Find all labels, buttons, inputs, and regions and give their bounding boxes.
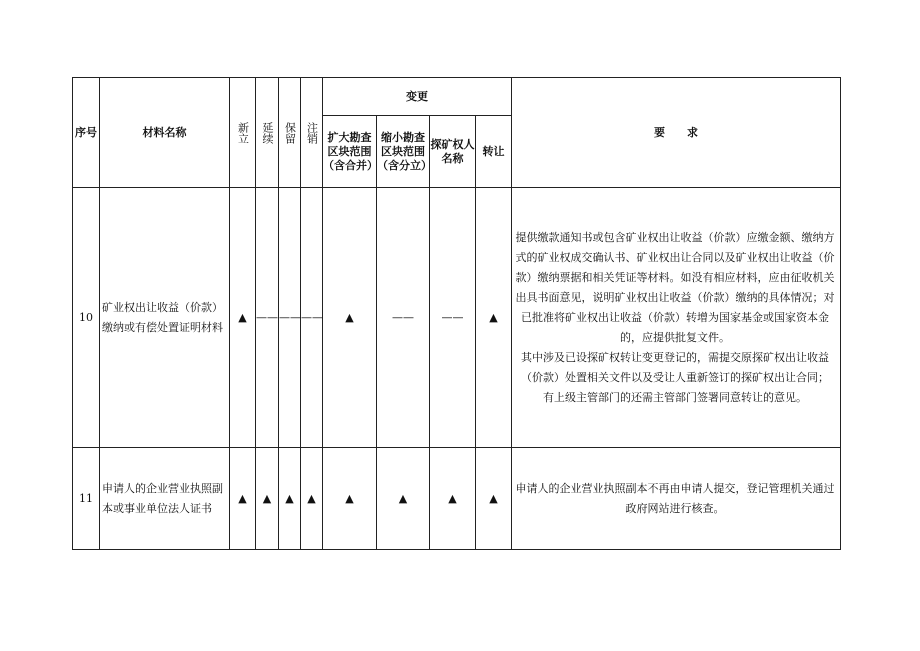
header-change-group: 变更: [323, 78, 512, 116]
header-cancel: 注销: [305, 121, 319, 144]
mark-retain: ——: [279, 188, 301, 448]
row-material-name-cell: [100, 188, 230, 448]
mark-cancel: ——: [301, 188, 323, 448]
mark-transfer: ▲: [476, 188, 512, 448]
table-row: [73, 448, 841, 550]
mark-shrink-area: ——: [377, 188, 430, 448]
header-new-establish: 新立: [236, 121, 250, 144]
header-extend: 延续: [261, 121, 274, 144]
mark-expand-area: ▲: [323, 448, 377, 550]
header-seq: 序号: [73, 78, 100, 188]
requirement-cell: [512, 188, 841, 448]
requirement-paragraph: 有上级主管部门的还需主管部门签署同意转让的意见。: [543, 390, 807, 404]
row-material-name-cell: [100, 448, 230, 550]
header-retain: 保留: [283, 121, 297, 144]
header-explorer-name: 探矿权人名称: [430, 116, 476, 188]
row-material-name: 矿业权出让收益（价款）缴纳或有偿处置证明材料: [102, 300, 223, 334]
header-cancel-cell: [301, 78, 323, 188]
header-row-1: [73, 78, 841, 116]
requirement-paragraph: 其中涉及已设探矿权转让变更登记的，需提交原探矿权出让收益（价款）处置相关文件以及受让人重新签订的探矿权出让合同；: [521, 350, 829, 384]
header-material-name: 材料名称: [100, 78, 230, 188]
mark-transfer: ▲: [476, 448, 512, 550]
mark-cancel: ▲: [301, 448, 323, 550]
mark-retain: ▲: [279, 448, 301, 550]
header-expand-area: 扩大勘查区块范围（含合并）: [323, 116, 377, 188]
requirement-paragraph: 申请人的企业营业执照副本不再由申请人提交，登记管理机关通过政府网站进行核查。: [515, 481, 835, 515]
header-transfer: 转让: [476, 116, 512, 188]
materials-table: [72, 77, 841, 550]
mark-new-establish: ▲: [230, 448, 256, 550]
mark-explorer-name: ▲: [430, 448, 476, 550]
header-retain-cell: [279, 78, 301, 188]
row-seq: 10: [73, 188, 100, 448]
mark-new-establish: ▲: [230, 188, 256, 448]
requirement-cell: [512, 448, 841, 550]
mark-explorer-name: ——: [430, 188, 476, 448]
header-requirements: 要 求: [512, 78, 841, 188]
row-seq: 11: [73, 448, 100, 550]
table-row: [73, 188, 841, 448]
mark-expand-area: ▲: [323, 188, 377, 448]
header-shrink-area: 缩小勘查区块范围（含分立）: [377, 116, 430, 188]
header-extend-cell: [256, 78, 279, 188]
header-new-establish-cell: [230, 78, 256, 188]
mark-shrink-area: ▲: [377, 448, 430, 550]
mark-extend: ——: [256, 188, 279, 448]
mark-extend: ▲: [256, 448, 279, 550]
requirement-paragraph: 提供缴款通知书或包含矿业权出让收益（价款）应缴金额、缴纳方式的矿业权成交确认书、矿业权出让合同以及矿业权出让收益（价款）缴纳票据和相关凭证等材料。如没有相应材料，应由征收机关出具书面意见，说明矿业权出让收益（价款）缴纳的具体情况；对已批准将矿业权出让收益（价款）转增为国家基金或国家资本金的，应提供批复文件。: [515, 230, 835, 344]
row-material-name: 申请人的企业营业执照副本或事业单位法人证书: [102, 481, 223, 515]
